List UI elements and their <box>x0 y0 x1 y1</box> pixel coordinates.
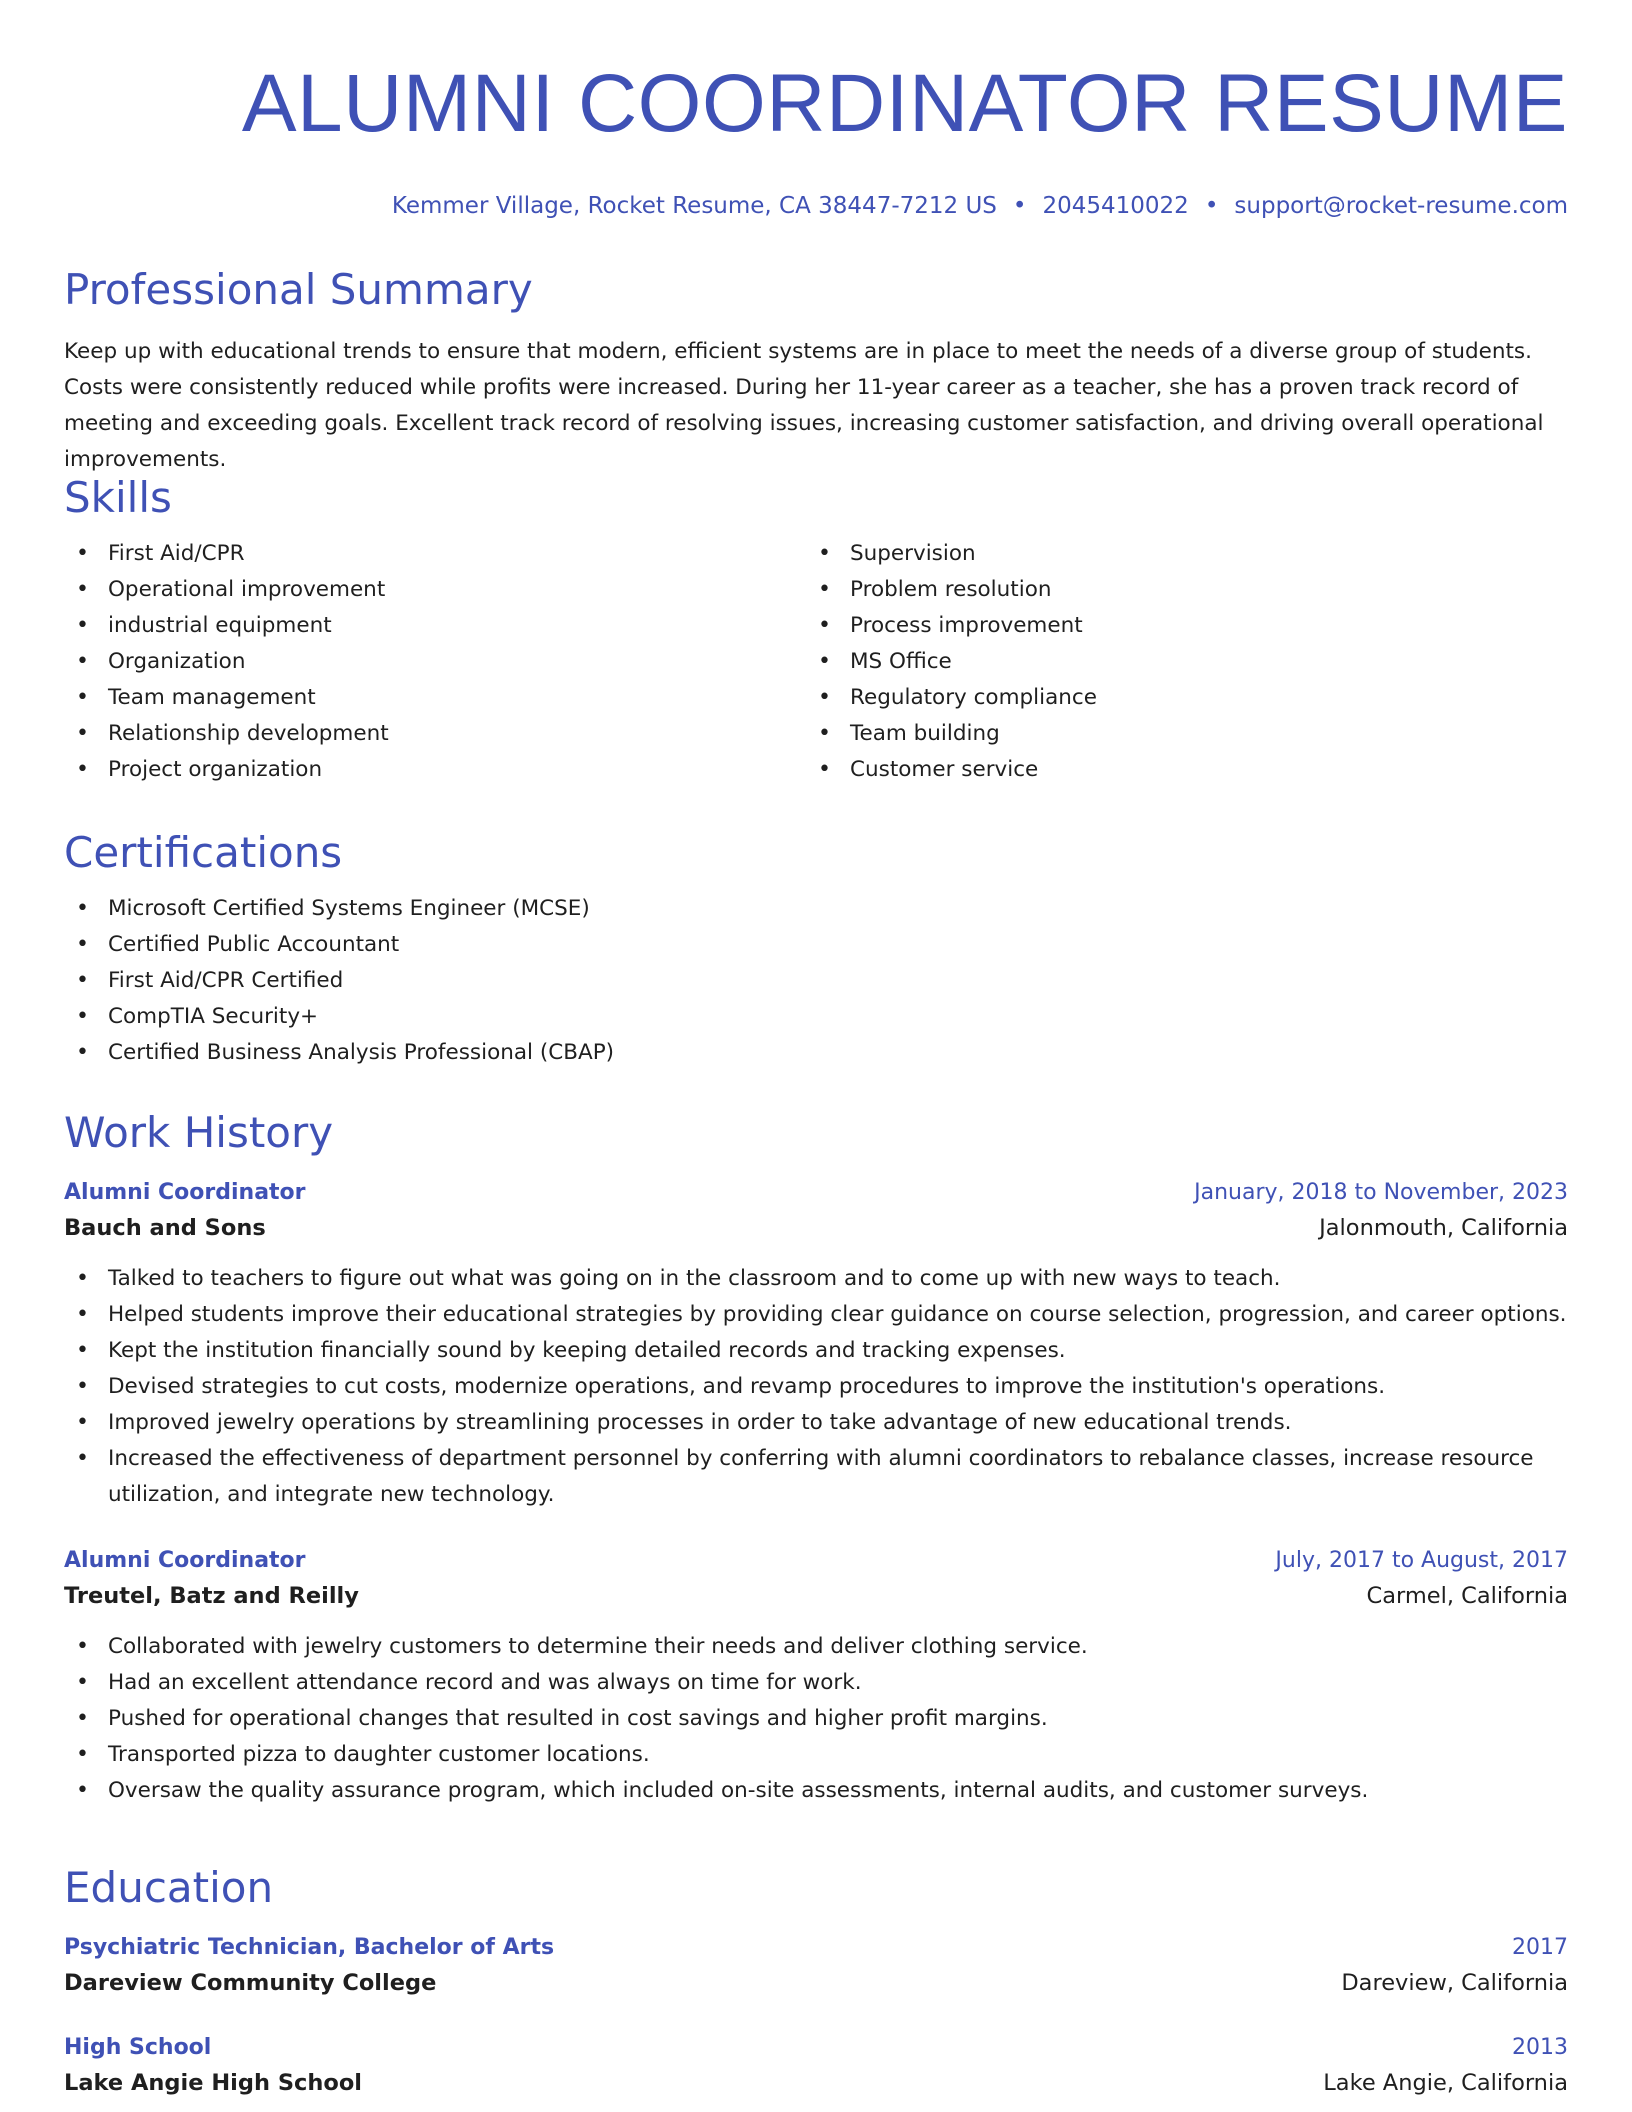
skill-item: • Regulatory compliance <box>806 680 1548 716</box>
job-role: Alumni Coordinator <box>64 1548 306 1573</box>
education-school: Lake Angie High School <box>64 2070 363 2096</box>
education-location: Lake Angie, California <box>1323 2070 1568 2096</box>
contact-line <box>64 190 1568 222</box>
skill-item: • Operational improvement <box>64 572 806 608</box>
job-bullet: • Transported pizza to daughter customer locations. <box>64 1737 1568 1773</box>
job-title-row <box>64 1177 1568 1209</box>
certification-item: • Microsoft Certified Systems Engineer (MCSE) <box>64 891 1568 927</box>
contact-separator: • <box>1012 193 1027 219</box>
skill-item: • Team building <box>806 716 1548 752</box>
education-degree: Psychiatric Technician, Bachelor of Arts <box>64 1935 555 1960</box>
job-bullet: • Oversaw the quality assurance program, which included on-site assessments, internal audits, and customer surveys. <box>64 1773 1568 1809</box>
certification-item: • CompTIA Security+ <box>64 999 1568 1035</box>
job-company-row <box>64 1209 1568 1247</box>
education-entry <box>64 1932 1568 2002</box>
education-entry <box>64 2032 1568 2102</box>
job-company: Bauch and Sons <box>64 1215 266 1241</box>
summary-text: Keep up with educational trends to ensure that modern, efficient systems are in place to meet the needs of a diverse group of students. Costs were consistently reduced while profits were increased. During her 11-year career as a teacher, she has a proven track record of meeting and exceeding goals. Excellent track record of resolving issues, increasing customer satisfaction, and driving overall operational improvements. <box>64 339 1544 472</box>
skill-item: • Customer service <box>806 752 1548 788</box>
skill-item: • First Aid/CPR <box>64 536 806 572</box>
education-location: Dareview, California <box>1341 1970 1568 1996</box>
summary-heading: Professional Summary <box>64 265 533 314</box>
job-title-row <box>64 1545 1568 1577</box>
certification-item: • First Aid/CPR Certified <box>64 963 1568 999</box>
skill-item: • Supervision <box>806 536 1548 572</box>
contact-separator: • <box>1204 193 1219 219</box>
job-role: Alumni Coordinator <box>64 1180 306 1205</box>
skill-item: • Process improvement <box>806 608 1548 644</box>
education-year: 2013 <box>1512 2035 1568 2060</box>
contact-phone: 2045410022 <box>1042 193 1189 219</box>
job-entry <box>64 1177 1568 1513</box>
certifications-list <box>64 891 1568 1071</box>
education-section <box>64 1860 1568 2102</box>
skill-item: • Problem resolution <box>806 572 1548 608</box>
job-company-row <box>64 1577 1568 1615</box>
job-bullet: • Had an excellent attendance record and was always on time for work. <box>64 1665 1568 1701</box>
contact-address: Kemmer Village, Rocket Resume, CA 38447-7212 US <box>391 193 997 219</box>
job-bullets <box>64 1629 1568 1809</box>
job-bullet: • Improved jewelry operations by streamlining processes in order to take advantage of new educational trends. <box>64 1405 1568 1441</box>
skills-grid <box>64 536 1568 788</box>
skill-item: • industrial equipment <box>64 608 806 644</box>
skill-item: • MS Office <box>806 644 1548 680</box>
job-dates: July, 2017 to August, 2017 <box>1275 1548 1568 1573</box>
skill-item: • Team management <box>64 680 806 716</box>
education-year: 2017 <box>1512 1935 1568 1960</box>
job-bullet: • Talked to teachers to figure out what was going on in the classroom and to come up with new ways to teach. <box>64 1261 1568 1297</box>
skill-item: • Relationship development <box>64 716 806 752</box>
resume-header <box>64 0 1568 222</box>
job-bullet: • Devised strategies to cut costs, modernize operations, and revamp procedures to improve the institution's operations. <box>64 1369 1568 1405</box>
certifications-section <box>64 825 1568 1071</box>
education-school-row <box>64 2064 1568 2102</box>
job-bullet: • Collaborated with jewelry customers to determine their needs and deliver clothing service. <box>64 1629 1568 1665</box>
education-degree-row <box>64 1932 1568 1964</box>
education-degree-row <box>64 2032 1568 2064</box>
contact-email[interactable]: support@rocket-resume.com <box>1234 193 1568 219</box>
skill-item: • Project organization <box>64 752 806 788</box>
education-school-row <box>64 1964 1568 2002</box>
job-bullet: • Helped students improve their educational strategies by providing clear guidance on course selection, progression, and career options. <box>64 1297 1568 1333</box>
certification-item: • Certified Public Accountant <box>64 927 1568 963</box>
education-school: Dareview Community College <box>64 1970 437 1996</box>
skills-list-left <box>64 536 806 788</box>
job-bullet: • Increased the effectiveness of department personnel by conferring with alumni coordinators to rebalance classes, increase resource utilization, and integrate new technology. <box>64 1441 1568 1513</box>
job-location: Carmel, California <box>1366 1583 1568 1609</box>
skills-heading: Skills <box>64 473 172 522</box>
certification-item: • Certified Business Analysis Professional (CBAP) <box>64 1035 1568 1071</box>
skills-section <box>64 470 1568 788</box>
work-history-section <box>64 1105 1568 1809</box>
resume-title: ALUMNI COORDINATOR RESUME <box>241 58 1568 149</box>
work-history-heading: Work History <box>64 1108 334 1157</box>
certifications-heading: Certifications <box>64 828 343 877</box>
job-bullets <box>64 1261 1568 1513</box>
summary-section <box>64 262 1568 478</box>
job-bullet: • Kept the institution financially sound by keeping detailed records and tracking expenses. <box>64 1333 1568 1369</box>
skill-item: • Organization <box>64 644 806 680</box>
education-heading: Education <box>64 1863 274 1912</box>
skills-list-right <box>806 536 1548 788</box>
job-dates: January, 2018 to November, 2023 <box>1194 1180 1568 1205</box>
education-degree: High School <box>64 2035 212 2060</box>
job-location: Jalonmouth, California <box>1319 1215 1568 1241</box>
job-bullet: • Pushed for operational changes that resulted in cost savings and higher profit margins. <box>64 1701 1568 1737</box>
job-company: Treutel, Batz and Reilly <box>64 1583 359 1609</box>
job-entry <box>64 1545 1568 1809</box>
